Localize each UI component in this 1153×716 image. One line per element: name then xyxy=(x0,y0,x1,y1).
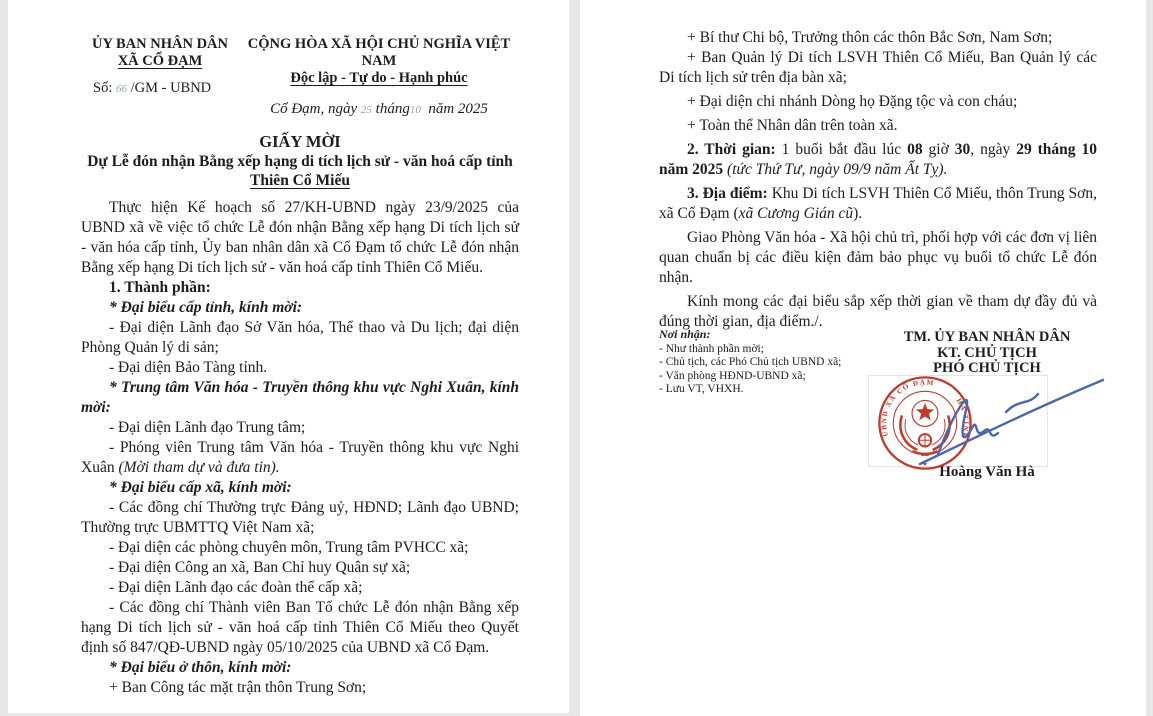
dateline-month-value: 10 xyxy=(409,104,421,116)
time-date: 29 tháng 10 năm 2025 xyxy=(659,141,1098,178)
dateline-text: Cổ Đạm, ngày xyxy=(270,101,361,117)
intro-paragraph: Thực hiện Kế hoạch số 27/KH-UBND ngày 23/9/2025 của UBND xã về việc tổ chức Lễ đón nhận Bằng xếp hạng Di tích lịch sử - văn hóa cấp tỉnh, Ủy ban nhân dân xã Cổ Đạm tổ chức Lễ đón nhận Bằng xếp hạng Di tích lịch sử - văn hoá cấp tỉnh Thiên Cổ Miếu. xyxy=(81,199,519,276)
time-text: giờ xyxy=(922,141,955,158)
list-item: + Ban Công tác mặt trận thôn Trung Sơn; xyxy=(109,679,367,696)
document-number-suffix: /GM - UBND xyxy=(126,80,212,96)
list-item-text: - Phóng viên Trung tâm Văn hóa - Truyền thông khu vực Nghi Xuân xyxy=(81,439,519,476)
list-item: - Đại diện Công an xã, Ban Chỉ huy Quân sự xã; xyxy=(109,559,411,576)
page1-body xyxy=(81,198,519,698)
list-item: + Ban Quản lý Di tích LSVH Thiên Cổ Miếu, Ban Quản lý các Di tích lịch sử trên địa bàn xã; xyxy=(659,49,1097,86)
dateline-text: tháng xyxy=(371,101,410,117)
time-lunar-note: (tức Thứ Tư, ngày 09/9 năm Ất Tỵ). xyxy=(723,161,948,178)
place-text: ). xyxy=(853,205,863,222)
recipients-line: - Lưu VT, VHXH. xyxy=(659,383,744,395)
place-paragraph xyxy=(659,184,1097,224)
closing-paragraph: Kính mong các đại biểu sắp xếp thời gian về tham dự đầy đủ và đúng thời gian, địa điểm./. xyxy=(659,293,1097,330)
signature-title-line: KT. CHỦ TỊCH xyxy=(937,344,1037,361)
time-text: , ngày xyxy=(970,141,1017,158)
list-item: - Đại diện Bảo Tàng tỉnh. xyxy=(109,359,268,376)
time-text: 1 buổi bắt đầu lúc xyxy=(775,141,908,158)
place-text: Khu Di tích LSVH Thiên Cổ Miếu, thôn Trung Sơn, xã Cổ Đạm ( xyxy=(659,185,1097,222)
time-hour: 08 xyxy=(907,141,923,158)
list-item: + Đại diện chi nhánh Dòng họ Đặng tộc và con cháu; xyxy=(687,93,1018,110)
time-minute: 30 xyxy=(954,141,971,158)
national-motto-block xyxy=(239,36,519,119)
seal-bottom-star-icon: ★ xyxy=(921,461,929,469)
document-title: GIẤY MỜI xyxy=(259,132,341,151)
page-1[interactable] xyxy=(8,0,569,713)
seal-ring-text-top: UBND XÃ CỔ ĐẠM xyxy=(880,378,936,438)
document-subtitle-line2: Thiên Cổ Miếu xyxy=(250,172,350,189)
seal-ring-text-bottom: HÀ TĨNH xyxy=(954,396,970,441)
signature-position-line: PHÓ CHỦ TỊCH xyxy=(933,360,1041,376)
recipients-line: - Như thành phần mời; xyxy=(659,342,764,355)
list-item: - Các đồng chí Thành viên Ban Tổ chức Lễ đón nhận Bằng xếp hạng Di tích lịch sử - văn hoá cấp tỉnh Thiên Cổ Miếu theo Quyết định số 847/QĐ-UBND ngày 05/10/2025 của UBND xã Cổ Đạm. xyxy=(81,599,519,656)
national-motto: Độc lập - Tự do - Hạnh phúc xyxy=(290,70,468,86)
signer-name: Hoàng Văn Hà xyxy=(939,464,1035,480)
title-block xyxy=(81,131,519,190)
recipients-heading: Nơi nhận: xyxy=(659,327,711,341)
recipients-line: - Chủ tịch, các Phó Chủ tịch UBND xã; xyxy=(659,356,842,368)
list-item-note: (Mời tham dự và đưa tin). xyxy=(118,459,280,476)
group3-heading: * Đại biểu cấp xã, kính mời: xyxy=(109,479,292,496)
section-1-heading: 1. Thành phần: xyxy=(109,279,211,296)
list-item: - Các đồng chí Thường trực Đảng uỷ, HĐND; Lãnh đạo UBND; Thường trực UBMTTQ Việt Nam xã; xyxy=(81,499,519,536)
time-label: 2. Thời gian: xyxy=(687,141,776,158)
document-subtitle-line1: Dự Lễ đón nhận Bằng xếp hạng di tích lịch sử - văn hoá cấp tỉnh xyxy=(87,153,513,170)
page2-body xyxy=(659,28,1097,332)
list-item: - Đại diện Lãnh đạo các đoàn thể cấp xã; xyxy=(109,579,363,596)
place-label: 3. Địa điểm: xyxy=(687,185,768,202)
handwritten-signature-icon xyxy=(910,368,1110,470)
group2-heading: * Trung tâm Văn hóa - Truyền thông khu vực Nghi Xuân, kính mời: xyxy=(81,379,519,416)
dateline xyxy=(239,101,519,119)
place-old-name-note: xã Cương Gián cũ xyxy=(738,205,854,222)
list-item: - Đại diện các phòng chuyên môn, Trung tâm PVHCC xã; xyxy=(109,539,469,556)
list-item: - Đại diện Lãnh đạo Sở Văn hóa, Thể thao và Du lịch; đại diện Phòng Quản lý di sản; xyxy=(81,319,519,356)
signature-authority-line: TM. ỦY BAN NHÂN DÂN xyxy=(903,329,1071,345)
group4-heading: * Đại biểu ở thôn, kính mời: xyxy=(109,659,292,676)
list-item: - Đại diện Lãnh đạo Trung tâm; xyxy=(109,419,306,436)
document-number-value: 66 xyxy=(115,83,127,95)
recipients-block xyxy=(659,328,841,397)
list-item: + Bí thư Chi bộ, Trưởng thôn các thôn Bắc Sơn, Nam Sơn; xyxy=(687,29,1053,46)
national-title: CỘNG HÒA XÃ HỘI CHỦ NGHĨA VIỆT NAM xyxy=(247,36,511,69)
issuing-org-block xyxy=(81,36,239,119)
dateline-text: năm 2025 xyxy=(420,101,488,117)
document-header xyxy=(81,36,519,119)
document-number-prefix: Số: xyxy=(93,80,116,96)
document-number xyxy=(81,80,239,98)
recipients-line: - Văn phòng HĐND-UBND xã; xyxy=(659,369,806,382)
org-name-line1: ỦY BAN NHÂN DÂN xyxy=(91,36,228,52)
page-2[interactable] xyxy=(580,0,1146,716)
org-name-line2: XÃ CỔ ĐẠM xyxy=(117,53,203,69)
group1-heading: * Đại biểu cấp tỉnh, kính mời: xyxy=(109,299,303,316)
list-item: + Toàn thể Nhân dân trên toàn xã. xyxy=(687,117,898,134)
assignment-paragraph: Giao Phòng Văn hóa - Xã hội chủ trì, phối hợp với các đơn vị liên quan chuẩn bị các điều kiện đảm bảo phục vụ buổi tổ chức Lễ đón nhận. xyxy=(659,229,1098,286)
time-paragraph xyxy=(659,140,1097,180)
list-item xyxy=(81,438,519,478)
dateline-day-value: 25 xyxy=(360,104,372,116)
